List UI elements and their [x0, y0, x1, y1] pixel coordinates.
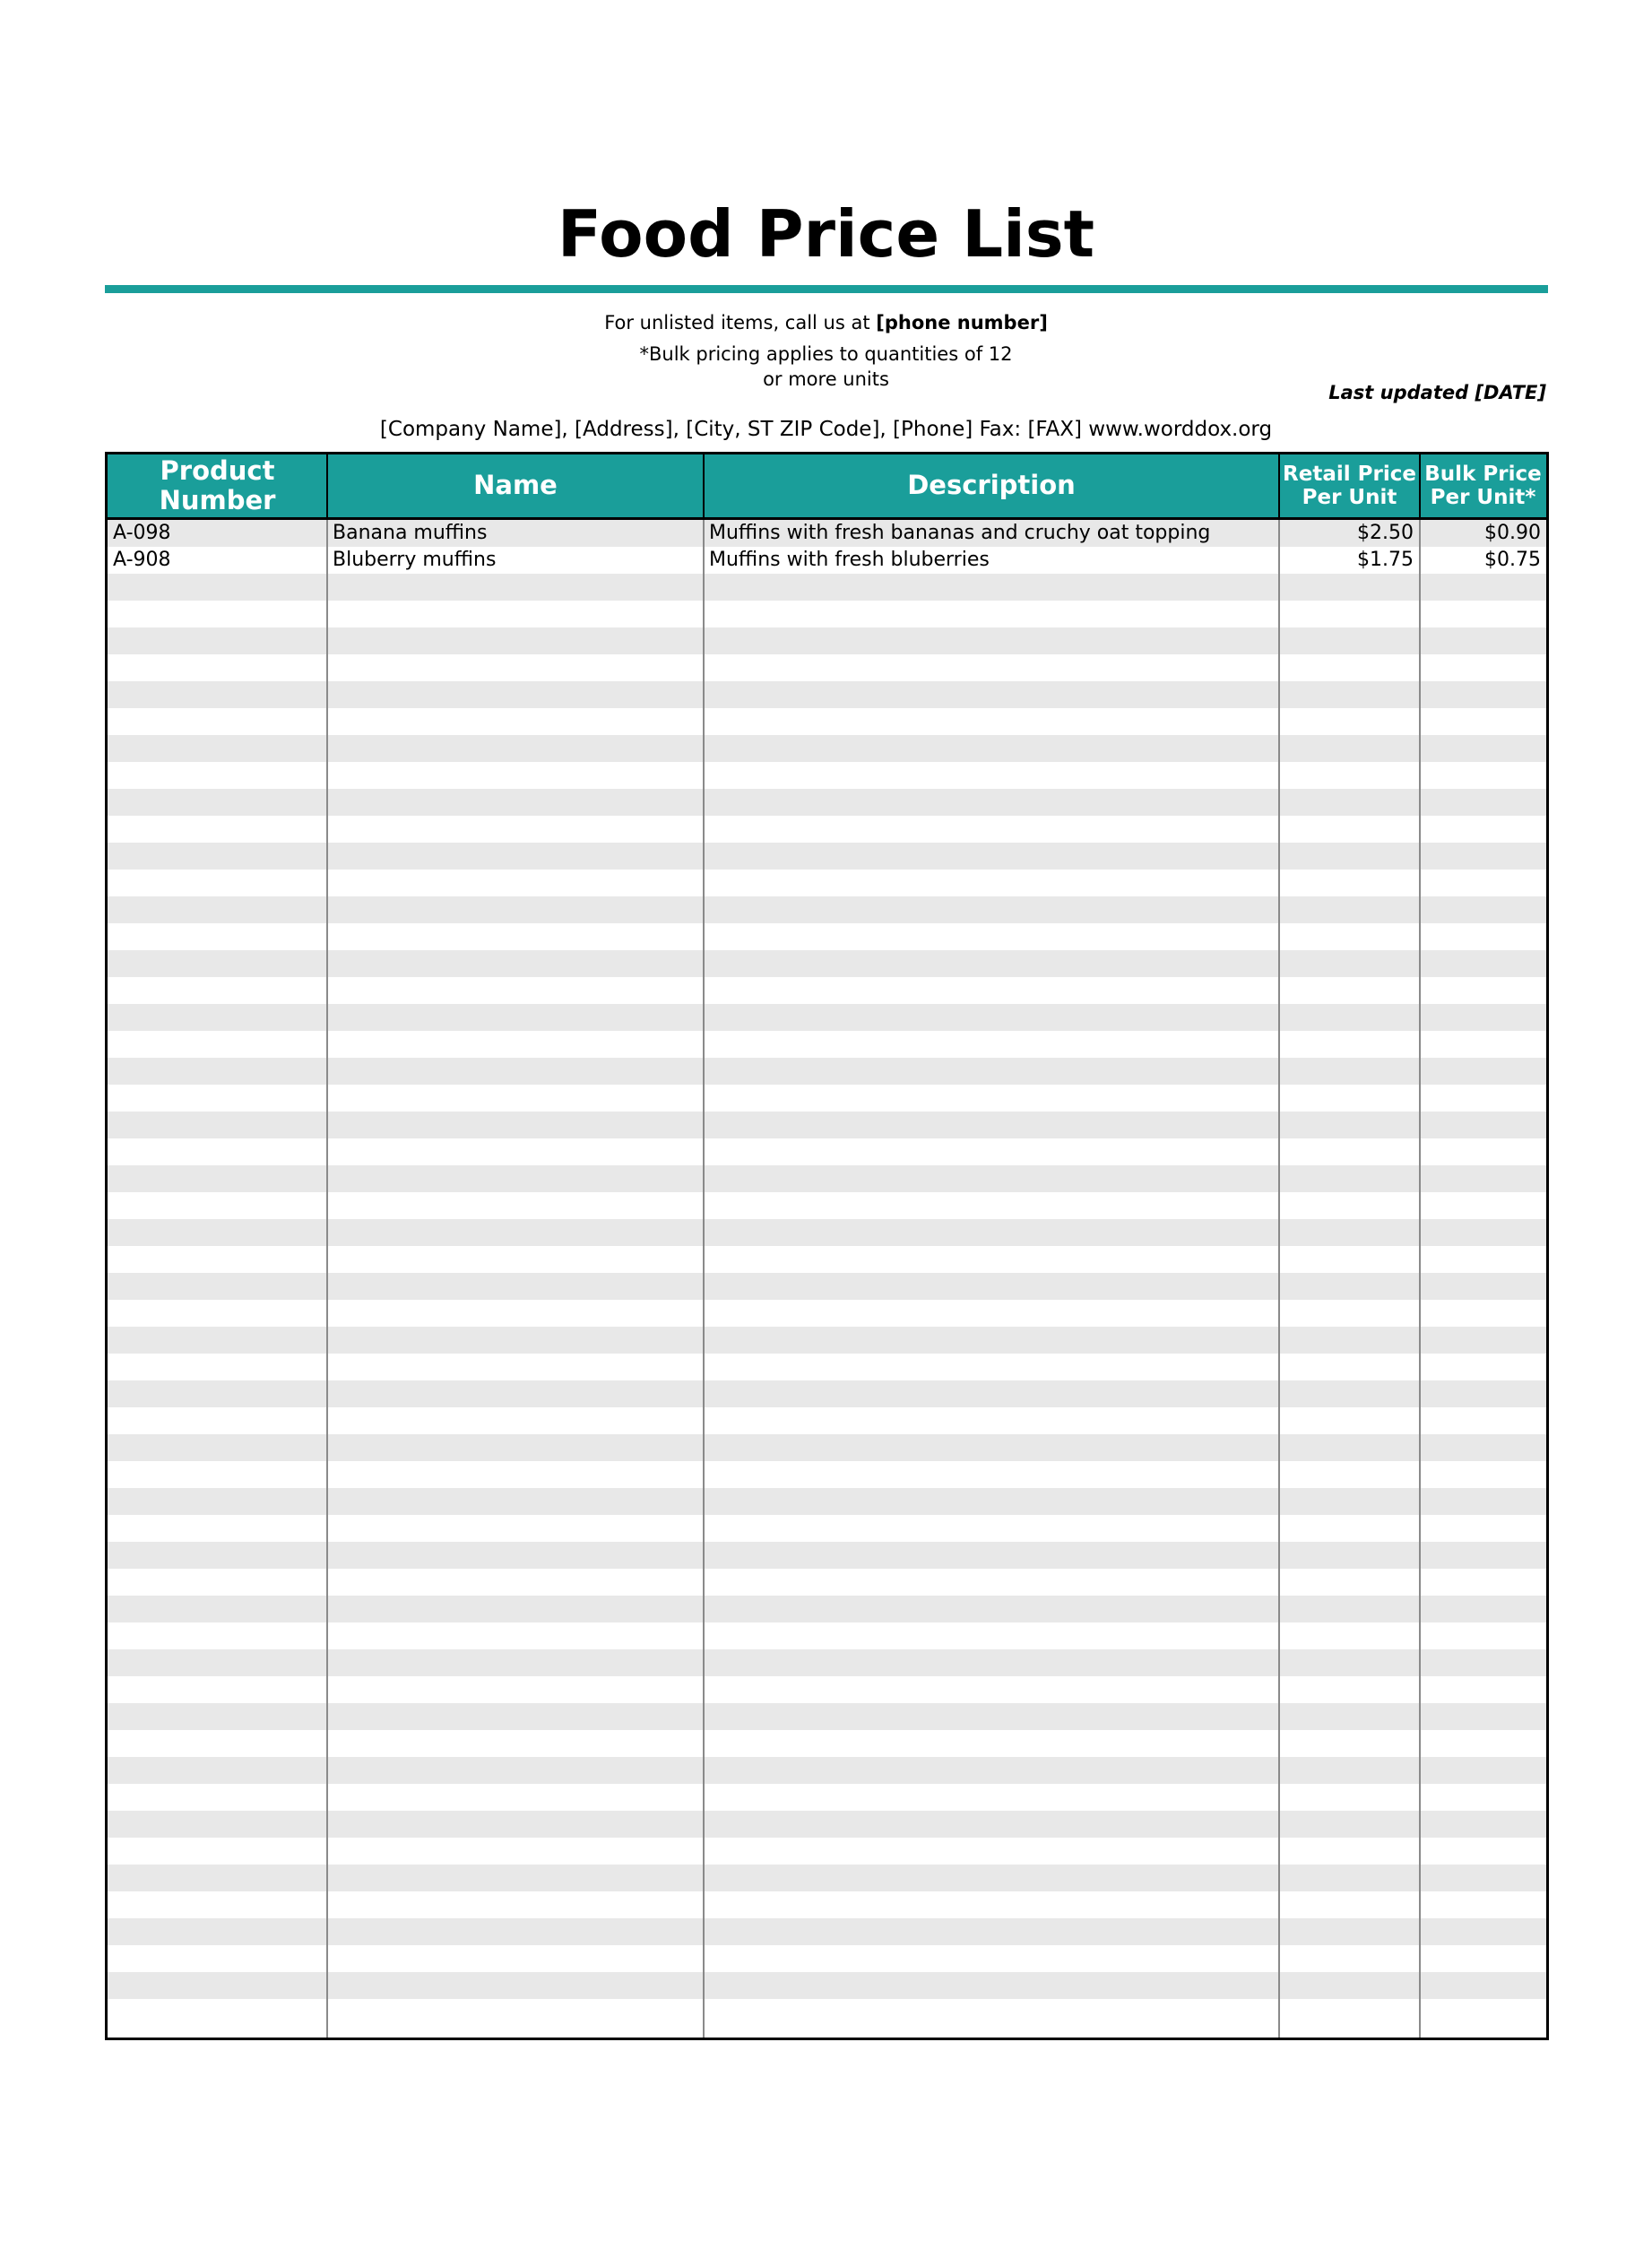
empty-table-row	[108, 574, 1546, 601]
empty-table-row	[108, 1515, 1546, 1542]
empty-table-row	[108, 1058, 1546, 1085]
empty-table-row	[108, 1192, 1546, 1219]
cell-retail-price: $2.50	[1357, 522, 1414, 544]
empty-table-row	[108, 1865, 1546, 1891]
empty-table-row	[108, 1407, 1546, 1434]
header-product-number	[108, 454, 327, 517]
empty-table-row	[108, 896, 1546, 923]
bulk-pricing-note-line1: *Bulk pricing applies to quantities of 12	[639, 343, 1013, 365]
empty-table-row	[108, 1165, 1546, 1192]
table-body	[108, 520, 1546, 2038]
last-updated-label: Last updated [DATE]	[1328, 382, 1546, 403]
cell-product-number: A-098	[113, 522, 171, 544]
empty-table-row	[108, 601, 1546, 627]
header-retail-price	[1279, 454, 1420, 517]
header-product-line2: Number	[159, 485, 276, 515]
empty-table-row	[108, 1676, 1546, 1703]
empty-table-row	[108, 1569, 1546, 1596]
header-divider	[1419, 454, 1421, 520]
empty-table-row	[108, 1273, 1546, 1300]
column-divider	[1419, 520, 1421, 2038]
empty-table-row	[108, 1219, 1546, 1246]
table-header	[108, 454, 1546, 520]
empty-table-row	[108, 923, 1546, 950]
empty-table-row	[108, 1891, 1546, 1918]
empty-table-row	[108, 1784, 1546, 1811]
column-divider	[1278, 520, 1280, 2038]
header-bulk-price	[1420, 454, 1546, 517]
empty-table-row	[108, 977, 1546, 1004]
title-divider	[105, 285, 1548, 293]
cell-retail-price: $1.75	[1357, 549, 1414, 571]
table-row	[108, 520, 1546, 547]
empty-table-row	[108, 1112, 1546, 1138]
empty-table-row	[108, 1246, 1546, 1273]
empty-table-row	[108, 1327, 1546, 1354]
empty-table-row	[108, 1434, 1546, 1461]
header-bulk-line1: Bulk Price	[1424, 462, 1542, 486]
empty-table-row	[108, 870, 1546, 896]
empty-table-row	[108, 1945, 1546, 1972]
empty-table-row	[108, 1838, 1546, 1865]
header-name: Name	[473, 470, 558, 501]
cell-bulk-price: $0.90	[1484, 522, 1541, 544]
cell-name: Banana muffins	[333, 522, 488, 544]
empty-table-row	[108, 1031, 1546, 1058]
empty-table-row	[108, 950, 1546, 977]
empty-table-row	[108, 843, 1546, 870]
empty-table-row	[108, 1811, 1546, 1838]
column-divider	[326, 520, 328, 2038]
empty-table-row	[108, 627, 1546, 654]
empty-table-row	[108, 708, 1546, 735]
empty-table-row	[108, 681, 1546, 708]
empty-table-row	[108, 1972, 1546, 1999]
header-retail-line2: Per Unit	[1302, 486, 1397, 509]
empty-table-row	[108, 1757, 1546, 1784]
empty-table-row	[108, 1542, 1546, 1569]
empty-table-row	[108, 1004, 1546, 1031]
unlisted-items-note	[0, 314, 1652, 333]
empty-table-row	[108, 789, 1546, 816]
empty-table-row	[108, 1380, 1546, 1407]
bulk-pricing-note-line2: or more units	[763, 368, 889, 390]
empty-table-row	[108, 735, 1546, 762]
page-title: Food Price List	[557, 196, 1095, 272]
header-divider	[1278, 454, 1280, 520]
header-product-line1: Product	[160, 454, 275, 486]
cell-description: Muffins with fresh bananas and cruchy oat topping	[709, 522, 1211, 544]
header-description: Description	[907, 470, 1076, 501]
phone-placeholder: [phone number]	[876, 312, 1048, 333]
empty-table-row	[108, 1649, 1546, 1676]
header-divider	[703, 454, 705, 520]
cell-bulk-price: $0.75	[1484, 549, 1541, 571]
empty-table-row	[108, 1300, 1546, 1327]
empty-table-row	[108, 1999, 1546, 2026]
empty-table-row	[108, 654, 1546, 681]
empty-table-row	[108, 816, 1546, 843]
cell-description: Muffins with fresh bluberries	[709, 549, 990, 571]
company-info-line: [Company Name], [Address], [City, ST ZIP Code], [Phone] Fax: [FAX] www.worddox.org	[379, 418, 1273, 441]
unlisted-items-text: For unlisted items, call us at	[604, 312, 877, 333]
empty-table-row	[108, 1488, 1546, 1515]
table-row	[108, 547, 1546, 574]
price-list-table	[105, 452, 1549, 2040]
empty-table-row	[108, 1918, 1546, 1945]
empty-table-row	[108, 1461, 1546, 1488]
cell-product-number: A-908	[113, 549, 171, 571]
header-retail-line1: Retail Price	[1283, 462, 1416, 486]
header-bulk-line2: Per Unit*	[1430, 486, 1536, 509]
empty-table-row	[108, 1703, 1546, 1730]
empty-table-row	[108, 1596, 1546, 1622]
empty-table-row	[108, 762, 1546, 789]
empty-table-row	[108, 1085, 1546, 1112]
empty-table-row	[108, 1354, 1546, 1380]
empty-table-row	[108, 1138, 1546, 1165]
header-divider	[326, 454, 328, 520]
empty-table-row	[108, 1622, 1546, 1649]
empty-table-row	[108, 1730, 1546, 1757]
column-divider	[703, 520, 705, 2038]
cell-name: Bluberry muffins	[333, 549, 497, 571]
